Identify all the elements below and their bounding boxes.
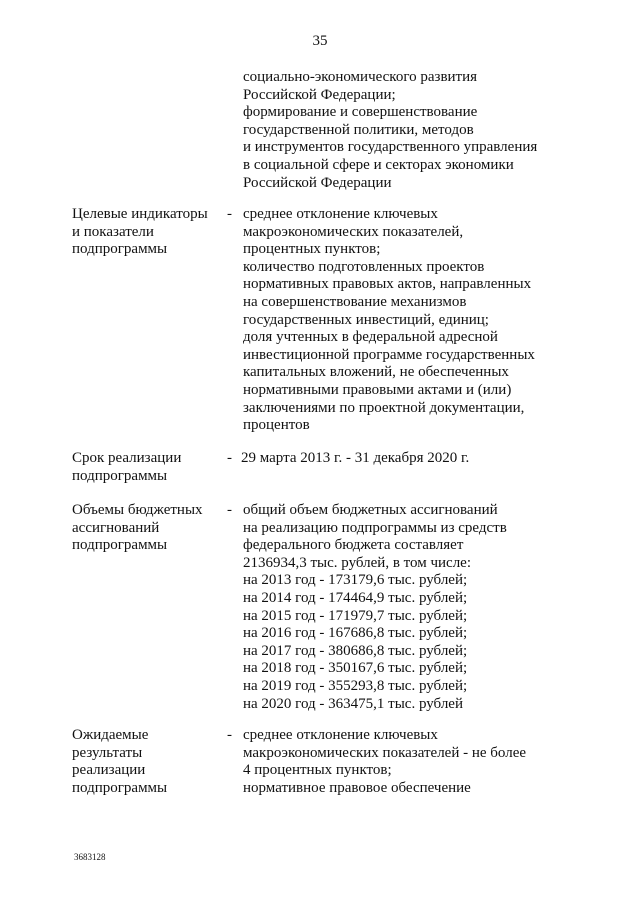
- value-line: на 2020 год - 363475,1 тыс. рублей: [243, 695, 463, 712]
- intro-line: Российской Федерации;: [243, 86, 396, 103]
- value-line: на 2018 год - 350167,6 тыс. рублей;: [243, 660, 468, 677]
- section-value: [241, 450, 561, 468]
- value-line: на совершенствование механизмов: [243, 293, 467, 310]
- value-line: на 2014 год - 174464,9 тыс. рублей;: [243, 589, 468, 606]
- label-line: подпрограммы: [72, 241, 168, 258]
- value-line: федерального бюджета составляет: [243, 537, 464, 554]
- section-dash: -: [227, 502, 232, 518]
- value-line: общий объем бюджетных ассигнований: [243, 502, 498, 518]
- label-line: Ожидаемые: [72, 727, 149, 743]
- document-code: 3683128: [74, 852, 106, 862]
- value-line: на 2019 год - 355293,8 тыс. рублей;: [243, 677, 468, 694]
- value-line: 29 марта 2013 г. - 31 декабря 2020 г.: [241, 450, 470, 466]
- value-line: инвестиционной программе государственных: [243, 346, 535, 363]
- value-line: макроэкономических показателей - не более: [243, 744, 527, 761]
- value-line: капитальных вложений, не обеспеченных: [243, 364, 509, 381]
- section-dash: -: [227, 450, 232, 466]
- label-line: Срок реализации: [72, 450, 182, 466]
- value-line: нормативных правовых актов, направленных: [243, 276, 532, 293]
- section-dash: -: [227, 727, 232, 743]
- label-line: ассигнований: [72, 519, 160, 536]
- label-line: подпрограммы: [72, 467, 168, 484]
- value-line: государственных инвестиций, единиц;: [243, 311, 489, 328]
- section-label: [72, 450, 222, 485]
- value-line: на 2015 год - 171979,7 тыс. рублей;: [243, 607, 468, 624]
- value-line: количество подготовленных проектов: [243, 258, 485, 275]
- value-line: доля учтенных в федеральной адресной: [243, 329, 498, 346]
- label-line: Объемы бюджетных: [72, 502, 203, 518]
- label-line: и показатели: [72, 223, 154, 240]
- intro-line: государственной политики, методов: [243, 121, 474, 138]
- section-value: [243, 206, 563, 435]
- intro-text: [243, 69, 563, 192]
- value-line: нормативное правовое обеспечение: [243, 779, 471, 796]
- value-line: на 2016 год - 167686,8 тыс. рублей;: [243, 625, 468, 642]
- section-value: [243, 727, 563, 797]
- intro-line: социально-экономического развития: [243, 69, 478, 85]
- value-line: на реализацию подпрограммы из средств: [243, 519, 507, 536]
- section-value: [243, 502, 563, 713]
- label-line: подпрограммы: [72, 537, 168, 554]
- section-dash: -: [227, 206, 232, 222]
- intro-line: и инструментов государственного управления: [243, 139, 538, 156]
- intro-line: Российской Федерации: [243, 174, 392, 191]
- value-line: 4 процентных пунктов;: [243, 762, 392, 779]
- value-line: 2136934,3 тыс. рублей, в том числе:: [243, 554, 472, 571]
- intro-line: в социальной сфере и секторах экономики: [243, 156, 514, 173]
- value-line: заключениями по проектной документации,: [243, 399, 525, 416]
- value-line: нормативными правовыми актами и (или): [243, 381, 512, 398]
- value-line: процентных пунктов;: [243, 241, 381, 258]
- section-label: [72, 727, 222, 797]
- label-line: реализации: [72, 762, 146, 779]
- value-line: среднее отклонение ключевых: [243, 206, 438, 222]
- value-line: макроэкономических показателей,: [243, 223, 464, 240]
- intro-line: формирование и совершенствование: [243, 104, 478, 121]
- label-line: Целевые индикаторы: [72, 206, 208, 222]
- label-line: результаты: [72, 744, 143, 761]
- value-line: на 2017 год - 380686,8 тыс. рублей;: [243, 642, 468, 659]
- value-line: на 2013 год - 173179,6 тыс. рублей;: [243, 572, 468, 589]
- value-line: среднее отклонение ключевых: [243, 727, 438, 743]
- section-label: [72, 206, 222, 259]
- page-number: 35: [312, 33, 328, 49]
- label-line: подпрограммы: [72, 779, 168, 796]
- value-line: процентов: [243, 417, 310, 434]
- section-label: [72, 502, 222, 555]
